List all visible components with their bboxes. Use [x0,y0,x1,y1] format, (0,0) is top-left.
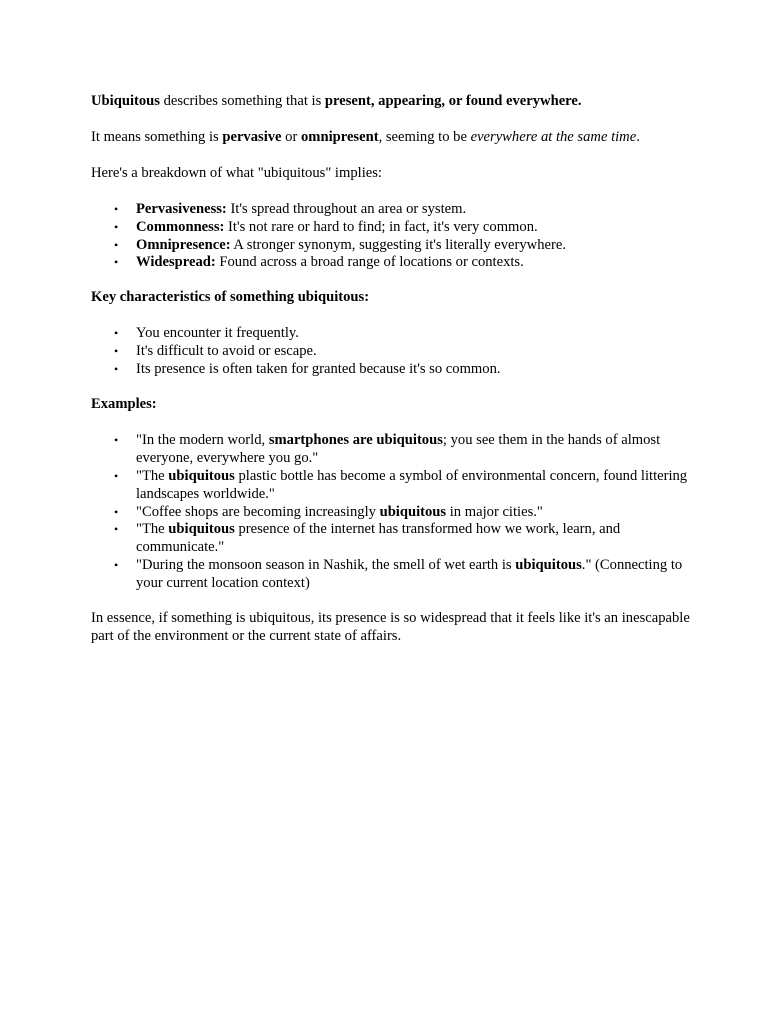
example-bold: smartphones are ubiquitous [268,431,443,448]
example-text: "The [136,467,169,484]
list-item [114,503,691,522]
list-item-term: Omnipresence: [136,236,231,253]
list-item-text: A stronger synonym, suggesting it's literally everywhere. [230,236,566,253]
key-heading-text: Key characteristics of something ubiquitous: [91,289,370,306]
example-text: "Coffee shops are becoming increasingly [136,503,380,520]
list-item-text: It's difficult to avoid or escape. [136,343,317,360]
breakdown-intro: Here's a breakdown of what "ubiquitous" implies: [91,164,382,181]
list-item [114,343,691,361]
bullet-icon: • [114,255,119,270]
conclusion-paragraph: In essence, if something is ubiquitous, its presence is so widespread that it feels like it's an inescapable part of the environment or the current state of affairs. [91,610,690,644]
list-item [114,254,691,272]
list-item-text: Its presence is often taken for granted because it's so common. [136,361,501,378]
list-item [114,200,691,219]
list-item [114,467,691,504]
example-text: ." (Connecting to your current location context) [136,557,683,592]
document-page [91,93,691,646]
meaning-text-a: It means something is [91,128,223,145]
intro-text: describes something that is [159,93,325,109]
list-item-text: It's not rare or hard to find; in fact, it's very common. [224,218,538,235]
list-item [114,361,691,379]
examples-heading [91,396,691,414]
list-item-text: You encounter it frequently. [136,325,299,342]
meaning-bold-pervasive: pervasive [222,128,282,145]
meaning-text-c: or [281,128,301,145]
list-item-term: Commonness: [136,218,225,235]
list-item [114,557,691,593]
bullet-icon: • [114,558,119,573]
example-bold: ubiquitous [168,467,235,484]
example-text: "In the modern world, [136,431,269,448]
list-item [114,218,691,237]
meaning-text-e: . [636,128,640,145]
bullet-icon: • [114,468,119,483]
definition-bold: present, appearing, or found everywhere. [324,93,582,109]
meaning-text-d: , seeming to be [378,128,471,145]
list-item [114,236,691,255]
meaning-bold-omnipresent: omnipresent [301,128,379,145]
meaning-italic: everywhere at the same time [470,128,637,145]
examples-heading-text: Examples: [91,395,157,412]
bullet-icon: • [114,201,119,216]
implies-list [91,201,691,273]
example-text: in major cities." [446,503,543,520]
example-text: "During the monsoon season in Nashik, the smell of wet earth is [136,557,516,574]
intro-paragraph-meaning [91,129,691,147]
examples-list [91,432,691,593]
example-bold: ubiquitous [515,557,582,574]
example-text: "The [136,521,169,538]
key-characteristics-list [91,325,691,379]
list-item-term: Pervasiveness: [136,200,227,217]
example-text: plastic bottle has become a symbol of environmental concern, found littering landscapes worldwide." [136,467,688,502]
bullet-icon: • [114,219,119,234]
example-bold: ubiquitous [379,503,447,520]
list-item-text: Found across a broad range of locations or contexts. [215,254,524,271]
key-characteristics-heading [91,289,691,307]
bullet-icon: • [114,432,119,447]
bullet-icon: • [114,344,119,359]
bullet-icon: • [114,362,119,377]
list-item-text: It's spread throughout an area or system. [226,200,467,217]
list-item [114,521,691,557]
example-text: presence of the internet has transformed how we work, learn, and communicate." [136,521,621,556]
intro-paragraph-definition [91,93,691,111]
bullet-icon: • [114,504,119,519]
list-item [114,431,691,468]
example-bold: ubiquitous [168,521,235,538]
list-item [114,325,691,343]
bullet-icon: • [114,326,119,341]
example-text: ; you see them in the hands of almost everyone, everywhere you go." [136,431,661,466]
bullet-icon: • [114,522,119,537]
list-item-term: Widespread: [136,254,216,271]
bullet-icon: • [114,237,119,252]
term-ubiquitous: Ubiquitous [91,93,160,109]
